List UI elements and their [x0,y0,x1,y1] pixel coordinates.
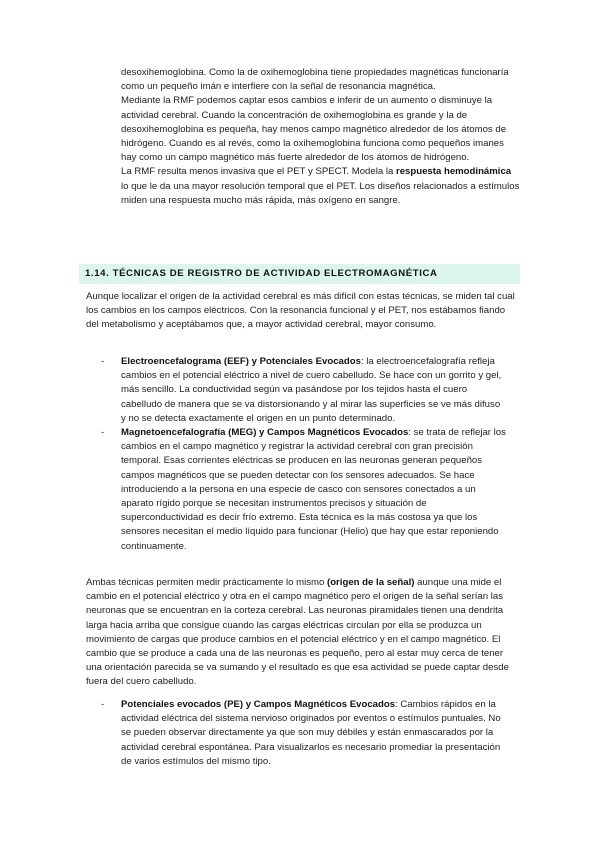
both-techniques-paragraph [86,576,518,690]
text-run: La RMF resulta menos invasiva que el PET y SPECT. Modela la [121,166,396,178]
text-run: : la electroencefalografía refleja cambios en el potencial eléctrico a nivel de cuero cabelludo. Se hace con un gorrito y gel, más sencillo. La conductividad según va pasándose por los tejidos hasta el cuero cabelludo de manera que se va distorsionando y al mirar las superficies se ve más difuso y no se detecta exactamente el origen en un punto determinado. [121,356,502,424]
intro-paragraph: Aunque localizar el origen de la actividad cerebral es más difícil con estas técnicas, se miden tal cual los cambios en los campos eléctricos. Con la resonancia funcional y el PET, nos estábamos fiando del metabolismo y aceptábamos que, a mayor actividad cerebral, mayor consumo. [86,291,515,331]
bullet-dash: - [101,356,105,367]
evoked-potentials-list [86,698,506,769]
bold-term-respuesta-hemodinamica: respuesta hemodinámica [395,166,512,178]
bullet-dash: - [101,699,105,710]
list-item-text [121,426,506,554]
bold-term: Potenciales evocados (PE) y Campos Magnéticos Evocados [121,699,396,710]
text-run: : Cambios rápidos en la actividad eléctrica del sistema nervioso originados por eventos o estímulos puntuales. No se pueden observar directamente ya que son muy débiles y están enmascarados por la actividad cerebral espontánea. Para visualizarlos es necesario promediar la presentación de varios estímulos del mismo tipo. [121,699,501,767]
text-run: : se trata de reflejar los cambios en el campo magnético y registrar la actividad cerebral con gran precisión temporal. Esas corrientes eléctricas se producen en las neuronas generan pequeños campos magnéticos que se pueden detectar con los sensores adecuados. Se hace introduciendo a la persona en una especie de casco con sensores conectados a un aparato rígido porque se necesitan instrumentos precisos y situación de superconductividad es decir frío extremo. Esta técnica es la más costosa ya que los sensores necesitan el medio líquido para funcionar (Helio) que hay que estar reponiendo continuamente. [121,427,506,552]
continued-text-block [121,66,521,208]
paragraph-rmf-cambios: Mediante la RMF podemos captar esos cambios e inferir de un aumento o disminuye la actividad cerebral. Cuando la concentración de oxihemoglobina es grande y la de desoxihemoglobina es pequeña, hay menos campo magnético alrededor de los átomos de hidrógeno. Cuando es al revés, como la oxihemoglobina funciona como pequeños imanes hay como un campo magnético más fuerte alrededor de los átomos de hidrógeno. [121,95,507,164]
list-item-pe [86,698,506,769]
bold-term-origen-senal: (origen de la señal) [327,577,415,588]
text-run: lo que le da una mayor resolución temporal que el PET. Los diseños relacionados a estímulos miden una respuesta mucho más rápida, más oxígeno en sangre. [121,180,520,206]
list-item-text [121,698,506,769]
section-heading: 1.14. TÉCNICAS DE REGISTRO DE ACTIVIDAD ELECTROMAGNÉTICA [85,268,438,279]
paragraph-rmf-invasiva [121,165,521,208]
bold-term: Electroencefalograma (EEF) y Potenciales Evocados [121,356,361,367]
list-item-eeg [86,355,506,426]
list-item-meg [86,426,506,554]
bold-term: Magnetoencefalografía (MEG) y Campos Magnéticos Evocados [121,427,409,439]
bullet-dash: - [101,427,105,439]
text-run: aunque una mide el cambio en el potencial eléctrico y otra en el campo magnético pero el origen de la señal serían las neuronas que se encuentran en la corteza cerebral. Las neuronas piramidales tienen una dendrita larga hacia arriba que consigue cuando las cargas eléctricas circulan por ella se produzca un movimiento de cargas que produce cambios en el potencial eléctrico y en el campo magnético. El cambio que se produce a cada una de las neuronas es pequeño, pero al estar muy cerca de tener una orientación parecida se va sumando y el resultado es que esa actividad se puede captar desde fuera del cuero cabelludo. [86,577,509,688]
section-heading-bar [79,264,520,284]
text-run: Ambas técnicas permiten medir prácticamente lo mismo [86,577,327,588]
techniques-list [86,355,506,554]
list-item-text [121,355,506,426]
paragraph-desoxihemoglobina: desoxihemoglobina. Como la de oxihemoglobina tiene propiedades magnéticas funcionaría como un pequeño imán e interfiere con la señal de resonancia magnética. [121,67,509,93]
